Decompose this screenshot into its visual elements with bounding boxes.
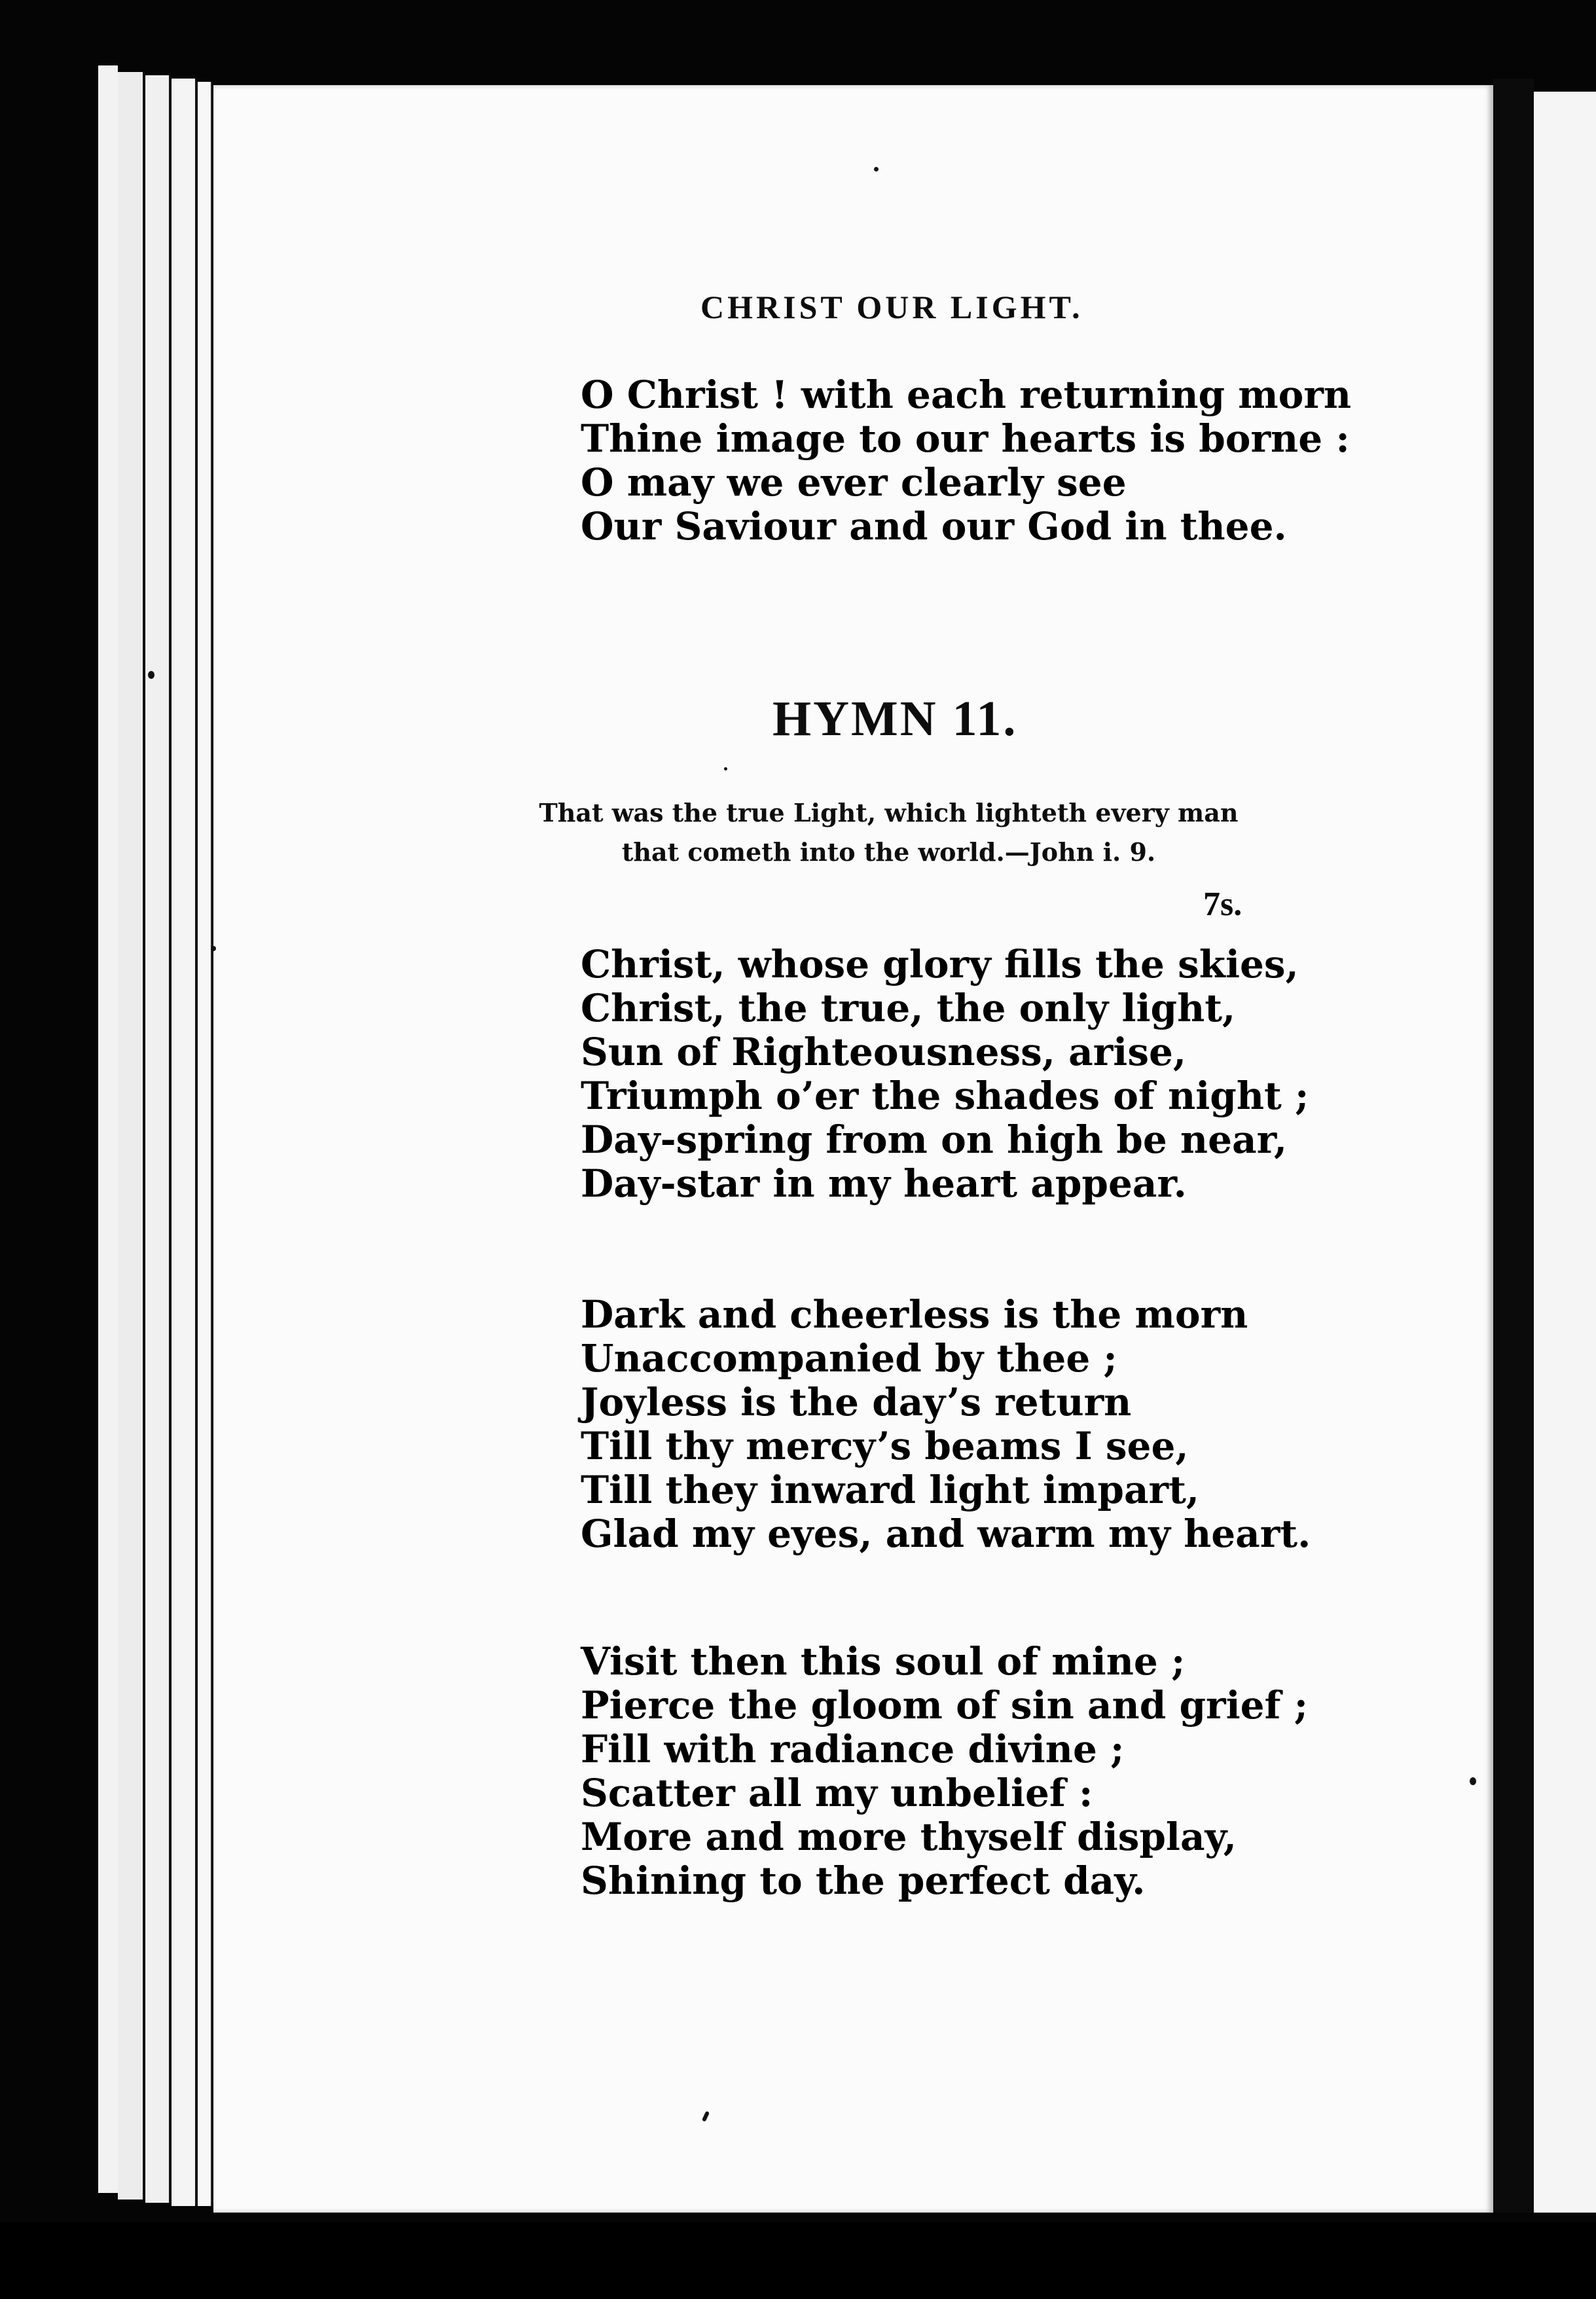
page-stack-edge [118, 72, 145, 2199]
hymn-meter: 7s. [1203, 886, 1242, 923]
scan-border [98, 65, 118, 2193]
verse-line: Visit then this soul of mine ; [581, 1639, 1186, 1684]
scan-border [0, 2222, 1596, 2299]
verse-line: Christ, whose glory fills the skies, [581, 942, 1299, 987]
verse-line: Our Saviour and our God in thee. [581, 504, 1287, 549]
ink-speck [1470, 1777, 1476, 1785]
verse-line: Fill with radiance divine ; [581, 1727, 1125, 1771]
book-gutter [1493, 79, 1534, 2213]
verse-line: Thine image to our hearts is borne : [581, 416, 1350, 461]
verse-line: Unaccompanied by thee ; [581, 1336, 1117, 1381]
hymn-stanza [581, 1293, 1311, 1556]
verse-line: Dark and cheerless is the morn [581, 1292, 1248, 1337]
section-heading: CHRIST OUR LIGHT. [700, 289, 1083, 325]
verse-line: Sun of Righteousness, arise, [581, 1030, 1187, 1074]
verse-line: Day-star in my heart appear. [581, 1161, 1187, 1206]
verse-line: Till they inward light impart, [581, 1468, 1200, 1512]
verse-line: More and more thyself display, [581, 1815, 1237, 1859]
verse-line: Till thy mercy’s beams I see, [581, 1424, 1189, 1468]
hymn-title: HYMN 11. [772, 691, 1018, 746]
verse-line: Day-spring from on high be near, [581, 1117, 1288, 1162]
ink-speck [874, 167, 879, 172]
facing-page-edge [1534, 92, 1596, 2213]
hymn-stanza [581, 1640, 1308, 1903]
ink-speck [148, 671, 154, 679]
verse-line: O Christ ! with each returning morn [581, 372, 1352, 417]
verse-line: Pierce the gloom of sin and grief ; [581, 1683, 1309, 1728]
verse-line: Joyless is the day’s return [581, 1380, 1132, 1424]
verse-line: Triumph o’er the shades of night ; [581, 1074, 1309, 1118]
opening-verse [581, 373, 1351, 549]
page-stack-edge [145, 75, 171, 2203]
ink-speck [724, 767, 727, 770]
verse-line: O may we ever clearly see [581, 460, 1127, 505]
verse-line: Christ, the true, the only light, [581, 986, 1236, 1030]
verse-line: Glad my eyes, and warm my heart. [581, 1512, 1311, 1556]
scripture-epigraph: That was the true Light, which lighteth every man that cometh into the world.—John i. 9. [539, 798, 1239, 867]
verse-line: Scatter all my unbelief : [581, 1771, 1093, 1815]
verse-line: Shining to the perfect day. [581, 1858, 1146, 1903]
ink-speck [211, 946, 216, 951]
page-stack-edge [198, 82, 212, 2206]
hymn-stanza [581, 943, 1309, 1206]
page-stack-edge [172, 79, 197, 2206]
